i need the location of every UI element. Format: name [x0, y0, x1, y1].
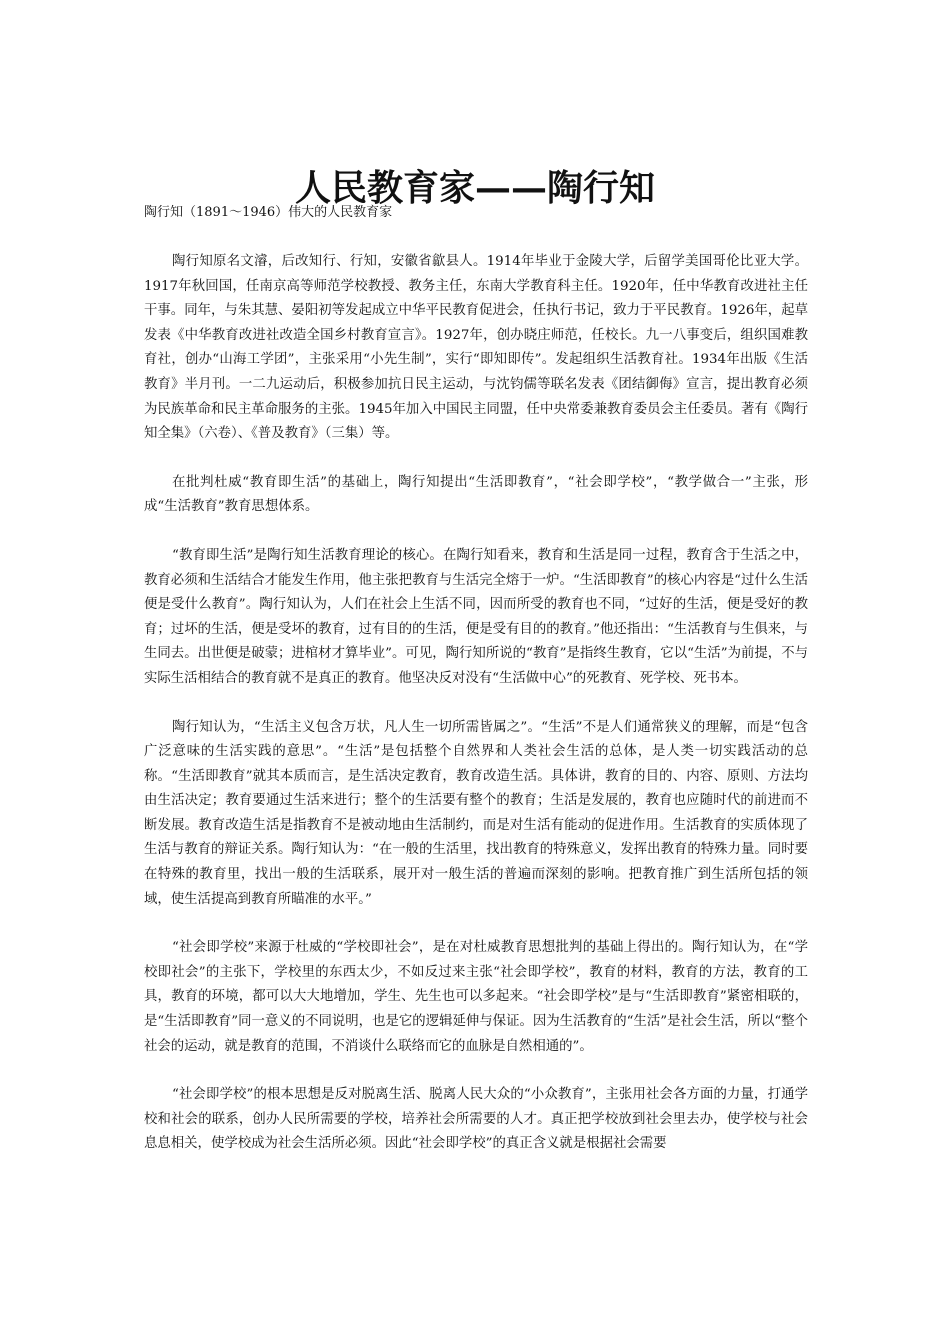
paragraph-life-is-education: “教育即生活”是陶行知生活教育理论的核心。在陶行知看来，教育和生活是同一过程，教育含于生活之中，教育必须和生活结合才能发生作用，他主张把教育与生活完全熔于一炉。“生活即教育”的核心内容是“过什么生活便是受什么教育”。陶行知认为，人们在社会上生活不同，因而所受的教育也不同，“过好的生活，便是受好的教育；过坏的生活，便是受坏的教育，过有目的的生活，便是受有目的的教育。”他还指出：“生活教育与生俱来，与生同去。出世便是破蒙；进棺材才算毕业”。可见，陶行知所说的“教育”是指终生教育，它以“生活”为前提，不与实际生活相结合的教育就不是真正的教育。他坚决反对没有“生活做中心”的死教育、死学校、死书本。: [144, 547, 808, 686]
document-body: [144, 250, 808, 1181]
paragraph-society-is-school: “社会即学校”来源于杜威的“学校即社会”，是在对杜威教育思想批判的基础上得出的。陶行知认为，在“学校即社会”的主张下，学校里的东西太少，不如反过来主张“社会即学校”，教育的材料，教育的方法，教育的工具，教育的环境，都可以大大地增加，学生、先生也可以多起来。“社会即学校”是与“生活即教育”紧密相联的，是“生活即教育”同一意义的不同说明，也是它的逻辑延伸与保证。因为生活教育的“生活”是社会生活，所以“整个社会的运动，就是教育的范围，不消谈什么联络而它的血脉是自然相通的”。: [144, 940, 808, 1054]
paragraph-life-meaning: 陶行知认为，“生活主义包含万状，凡人生一切所需皆属之”。“生活”不是人们通常狭义的理解，而是“包含广泛意味的生活实践的意思”。“生活”是包括整个自然界和人类社会生活的总体，是人类一切实践活动的总称。“生活即教育”就其本质而言，是生活决定教育，教育改造生活。具体讲，教育的目的、内容、原则、方法均由生活决定；教育要通过生活来进行；整个的生活要有整个的教育；生活是发展的，教育也应随时代的前进而不断发展。教育改造生活是指教育不是被动地由生活制约，而是对生活有能动的促进作用。生活教育的实质体现了生活与教育的辩证关系。陶行知认为：“在一般的生活里，找出教育的特殊意义，发挥出教育的特殊力量。同时要在特殊的教育里，找出一般的生活联系，展开对一般生活的普遍而深刻的影响。把教育推广到生活所包括的领域，使生活提高到教育所瞄准的水平。”: [144, 719, 808, 907]
paragraph-theory-overview: 在批判杜威“教育即生活”的基础上，陶行知提出“生活即教育”，“社会即学校”，“教学做合一”主张，形成“生活教育”教育思想体系。: [144, 474, 808, 515]
paragraph-biography: 陶行知原名文濬，后改知行、行知，安徽省歙县人。1914年毕业于金陵大学，后留学美国哥伦比亚大学。1917年秋回国，任南京高等师范学校教授、教务主任，东南大学教育科主任。1920年，任中华教育改进社主任干事。同年，与朱其慧、晏阳初等发起成立中华平民教育促进会，任执行书记，致力于平民教育。1926年，起草发表《中华教育改进社改造全国乡村教育宣言》。1927年，创办晓庄师范，任校长。九一八事变后，组织国难教育社，创办“山海工学团”，主张采用“小先生制”，实行“即知即传”。发起组织生活教育社。1934年出版《生活教育》半月刊。一二九运动后，积极参加抗日民主运动，与沈钧儒等联名发表《团结御侮》宣言，提出教育必须为民族革命和民主革命服务的主张。1945年加入中国民主同盟，任中央常委兼教育委员会主任委员。著有《陶行知全集》（六卷）、《普及教育》（三集）等。: [144, 254, 808, 442]
document-title: 人民教育家——陶行知: [294, 167, 655, 210]
document-subtitle: 陶行知（1891～1946）伟大的人民教育家: [144, 205, 393, 220]
paragraph-society-school-core: “社会即学校”的根本思想是反对脱离生活、脱离人民大众的“小众教育”，主张用社会各方面的力量，打通学校和社会的联系，创办人民所需要的学校，培养社会所需要的人才。真正把学校放到社会里去办，使学校与社会息息相关，使学校成为社会生活所必须。因此“社会即学校”的真正含义就是根据社会需要: [144, 1087, 808, 1152]
